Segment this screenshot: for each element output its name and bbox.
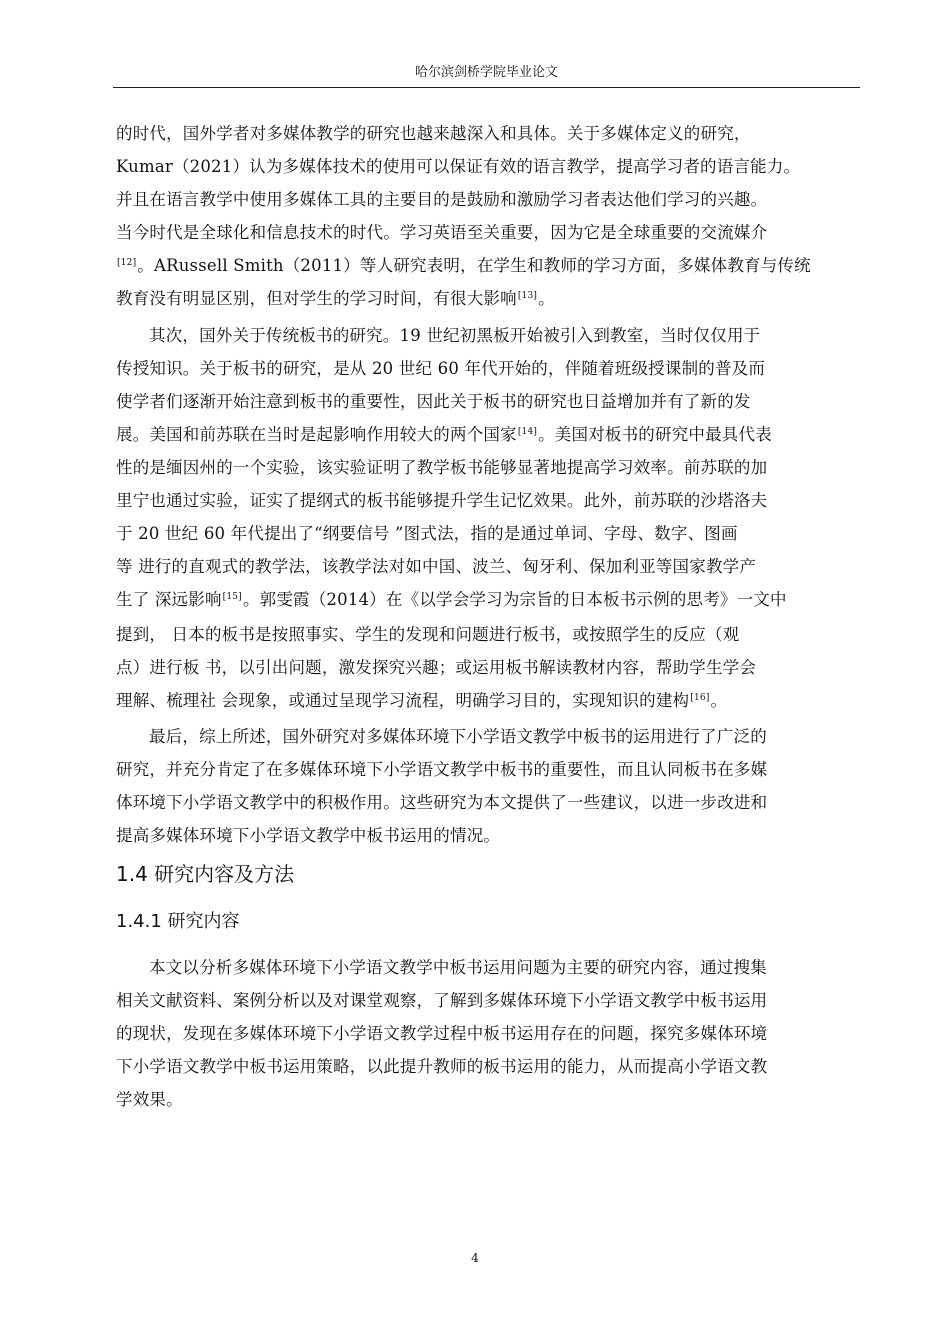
body-line: 本文以分析多媒体环境下小学语文教学中板书运用问题为主要的研究内容，通过搜集 [149,958,767,977]
body-text: 。美国对板书的研究中最具代表 [538,425,772,444]
body-line: 下小学语文教学中板书运用策略，以此提升教师的板书运用的能力，从而提高小学语文教 [116,1057,768,1076]
body-line: 相关文献资料、案例分析以及对课堂观察，了解到多媒体环境下小学语文教学中板书运用 [116,991,768,1010]
body-line: 的时代，国外学者对多媒体教学的研究也越来越深入和具体。关于多媒体定义的研究， [116,124,751,143]
body-line [116,288,860,310]
running-header: 哈尔滨剑桥学院毕业论文 [414,65,558,80]
body-line: 并且在语言教学中使用多媒体工具的主要目的是鼓励和激励学习者表达他们学习的兴趣。 [116,190,768,209]
body-line [116,255,860,277]
body-line: 使学者们逐渐开始注意到板书的重要性，因此关于板书的研究也日益增加并有了新的发 [116,392,751,411]
body-line: 传授知识。关于板书的研究，是从 20 世纪 60 年代开始的，伴随着班级授课制的普及而 [116,359,766,378]
body-text: 教育没有明显区别，但对学生的学习时间，有很大影响 [116,289,517,308]
citation-ref: [12] [117,257,137,268]
body-line: 研究，并充分肯定了在多媒体环境下小学语文教学中板书的重要性，而且认同板书在多媒 [116,760,768,779]
body-line: 等 进行的直观式的教学法，该教学法对如中国、波兰、匈牙利、保加利亚等国家教学产 [116,557,757,576]
body-line: 性的是缅因州的一个实验，该实验证明了教学板书能够显著地提高学习效率。前苏联的加 [116,458,768,477]
page-number: 4 [471,1251,479,1265]
body-text: 。ARussell Smith（2011）等人研究表明，在学生和教师的学习方面，多媒体教育与传统 [137,256,811,275]
citation-ref: [15] [222,591,242,602]
body-text: 生了 深远影响 [116,590,222,609]
section-heading: 1.4 研究内容及方法 [116,862,295,886]
body-line [116,424,860,446]
body-line: 点）进行板 书，以引出问题，激发探究兴趣；或运用板书解读教材内容，帮助学生学会 [116,658,757,677]
body-text: 。 [538,289,555,308]
body-line: 提高多媒体环境下小学语文教学中板书运用的情况。 [116,826,501,845]
body-line [116,690,860,712]
header-rule [113,87,860,88]
body-line: Kumar（2021）认为多媒体技术的使用可以保证有效的语言教学，提高学习者的语言能力。 [116,157,801,176]
citation-ref: [16] [690,692,710,703]
body-line: 提到， 日本的板书是按照事实、学生的发现和问题进行板书，或按照学生的反应（观 [116,625,740,644]
body-line: 里宁也通过实验，证实了提纲式的板书能够提升学生记忆效果。此外，前苏联的沙塔洛夫 [116,491,768,510]
body-text: 展。美国和前苏联在当时是起影响作用较大的两个国家 [116,425,517,444]
body-line: 于 20 世纪 60 年代提出了“纲要信号 ”图式法，指的是通过单词、字母、数字、图画 [116,524,738,543]
body-line: 学效果。 [116,1090,183,1109]
body-line [116,589,860,611]
body-line: 体环境下小学语文教学中的积极作用。这些研究为本文提供了一些建议，以进一步改进和 [116,793,768,812]
body-line: 当今时代是全球化和信息技术的时代。学习英语至关重要，因为它是全球重要的交流媒介 [116,223,768,242]
body-text: 。郭雯霞（2014）在《以学会学习为宗旨的日本板书示例的思考》一文中 [242,590,787,609]
citation-ref: [14] [517,426,538,437]
body-line: 最后，综上所述，国外研究对多媒体环境下小学语文教学中板书的运用进行了广泛的 [149,727,767,746]
body-line: 其次，国外关于传统板书的研究。19 世纪初黑板开始被引入到教室，当时仅仅用于 [149,326,761,345]
body-line: 的现状，发现在多媒体环境下小学语文教学过程中板书运用存在的问题，探究多媒体环境 [116,1024,768,1043]
citation-ref: [13] [517,290,538,301]
subsection-heading: 1.4.1 研究内容 [116,911,240,932]
body-text: 理解、梳理社 会现象，或通过呈现学习流程，明确学习目的，实现知识的建构 [116,691,690,710]
body-text: 。 [710,691,728,710]
